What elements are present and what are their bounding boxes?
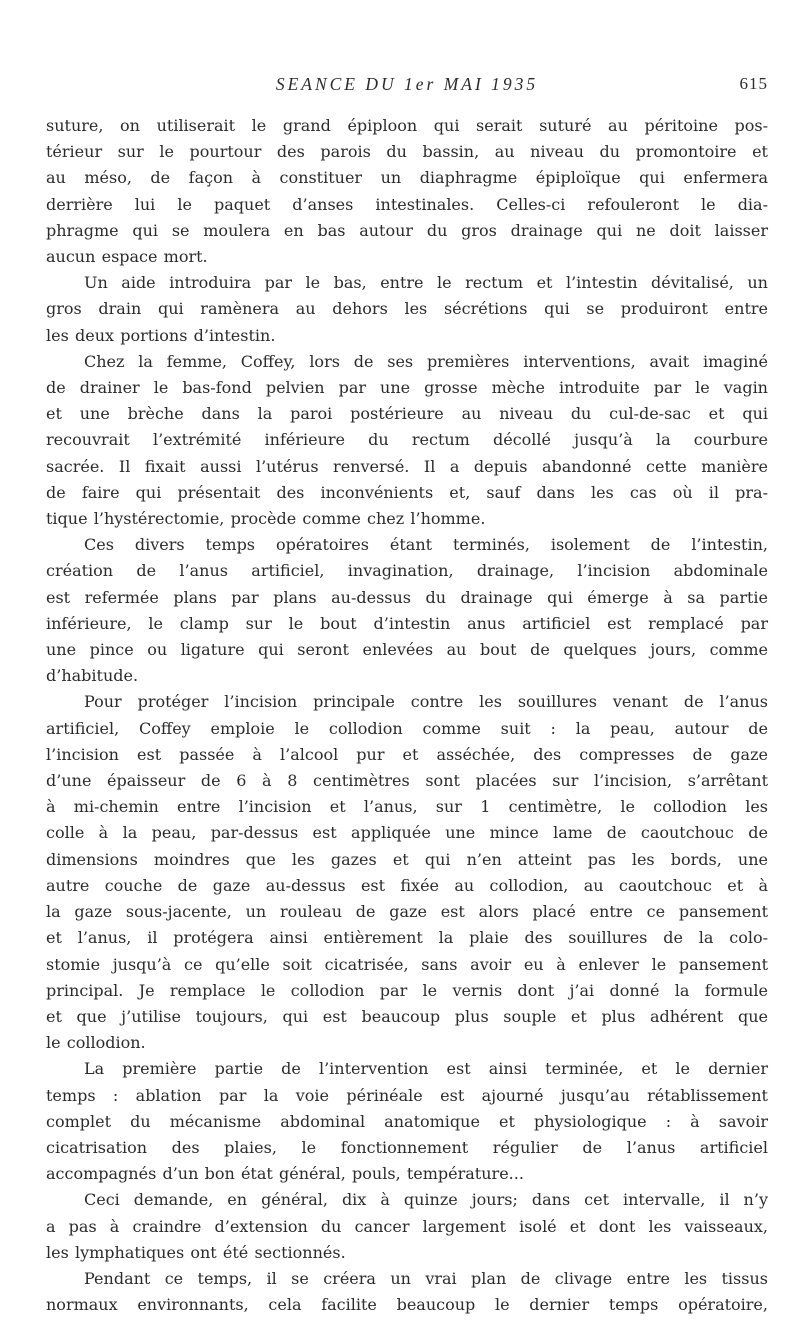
text-line: colle à la peau, par-dessus est appliquée une mince lame de caoutchouc de	[46, 823, 768, 843]
text-line: le collodion.	[46, 1033, 146, 1053]
text-line: accompagnés d’un bon état général, pouls, température...	[46, 1164, 524, 1184]
text-line: une pince ou ligature qui seront enlevées au bout de quelques jours, comme	[46, 640, 768, 660]
text-line: temps : ablation par la voie périnéale est ajourné jusqu’au rétablissement	[46, 1085, 768, 1105]
text-line: au méso, de façon à constituer un diaphragme épiploïque qui enfermera	[46, 168, 768, 188]
text-line: La première partie de l’intervention est ainsi terminée, et le dernier	[84, 1059, 768, 1079]
text-line: Un aide introduira par le bas, entre le rectum et l’intestin dévitalisé, un	[84, 273, 768, 293]
text-line: Ces divers temps opératoires étant terminés, isolement de l’intestin,	[84, 535, 768, 555]
text-line: création de l’anus artificiel, invagination, drainage, l’incision abdominale	[46, 561, 768, 581]
text-line: principal. Je remplace le collodion par le vernis dont j’ai donné la formule	[46, 980, 768, 1000]
text-line: à mi-chemin entre l’incision et l’anus, sur 1 centimètre, le collodion les	[46, 797, 768, 817]
text-line: la gaze sous-jacente, un rouleau de gaze est alors placé entre ce pansement	[46, 902, 768, 922]
text-line: a pas à craindre d’extension du cancer largement isolé et dont les vaisseaux,	[46, 1216, 768, 1236]
text-line: Pendant ce temps, il se créera un vrai plan de clivage entre les tissus	[84, 1268, 768, 1288]
text-line: est refermée plans par plans au-dessus du drainage qui émerge à sa partie	[46, 587, 768, 607]
text-line: stomie jusqu’à ce qu’elle soit cicatrisée, sans avoir eu à enlever le pansement	[46, 954, 768, 974]
text-line: Pour protéger l’incision principale contre les souillures venant de l’anus	[84, 692, 768, 712]
text-line: sacrée. Il fixait aussi l’utérus renversé. Il a depuis abandonné cette manière	[46, 456, 768, 476]
text-line: recouvrait l’extrémité inférieure du rectum décollé jusqu’à la courbure	[46, 430, 768, 450]
text-line: l’incision est passée à l’alcool pur et asséchée, des compresses de gaze	[46, 744, 768, 764]
text-line: complet du mécanisme abdominal anatomique et physiologique : à savoir	[46, 1111, 768, 1131]
text-line: de drainer le bas-fond pelvien par une grosse mèche introduite par le vagin	[46, 378, 768, 398]
text-line: gros drain qui ramènera au dehors les sécrétions qui se produiront entre	[46, 299, 768, 319]
text-line: suture, on utiliserait le grand épiploon qui serait suturé au péritoine pos-	[46, 116, 768, 135]
text-line: normaux environnants, cela facilite beaucoup le dernier temps opératoire,	[46, 1295, 768, 1315]
text-line: dimensions moindres que les gazes et qui n’en atteint pas les bords, une	[46, 849, 768, 869]
text-line: térieur sur le pourtour des parois du bassin, au niveau du promontoire et	[46, 142, 768, 162]
text-line: artificiel, Coffey emploie le collodion comme suit : la peau, autour de	[46, 718, 768, 738]
text-line: et une brèche dans la paroi postérieure au niveau du cul-de-sac et qui	[46, 404, 768, 424]
text-line: tique l’hystérectomie, procède comme chez l’homme.	[46, 509, 486, 529]
text-line: et que j’utilise toujours, qui est beaucoup plus souple et plus adhérent que	[46, 1006, 768, 1026]
text-line: Chez la femme, Coffey, lors de ses premières interventions, avait imaginé	[84, 351, 768, 371]
text-line: Ceci demande, en général, dix à quinze jours; dans cet intervalle, il n’y	[84, 1190, 768, 1210]
text-line: derrière lui le paquet d’anses intestinales. Celles-ci refouleront le dia-	[46, 194, 768, 214]
text-line: de faire qui présentait des inconvénients et, sauf dans les cas où il pra-	[46, 482, 768, 502]
text-line: inférieure, le clamp sur le bout d’intestin anus artificiel est remplacé par	[46, 613, 768, 633]
page-number: 615	[739, 74, 768, 93]
body-text	[46, 113, 768, 1318]
text-line: les deux portions d’intestin.	[46, 325, 276, 345]
running-head: SEANCE DU 1er MAI 1935	[275, 74, 539, 94]
text-line: d’habitude.	[46, 666, 139, 686]
text-line: les lymphatiques ont été sectionnés.	[46, 1242, 346, 1262]
text-line: cicatrisation des plaies, le fonctionnement régulier de l’anus artificiel	[46, 1137, 768, 1157]
text-line: autre couche de gaze au-dessus est fixée au collodion, au caoutchouc et à	[46, 875, 768, 895]
page-header	[46, 70, 768, 98]
text-line: et l’anus, il protégera ainsi entièrement la plaie des souillures de la colo-	[46, 928, 768, 948]
text-line: d’une épaisseur de 6 à 8 centimètres sont placées sur l’incision, s’arrêtant	[46, 771, 768, 791]
text-line: phragme qui se moulera en bas autour du gros drainage qui ne doit laisser	[46, 220, 768, 240]
text-line: aucun espace mort.	[46, 247, 208, 267]
